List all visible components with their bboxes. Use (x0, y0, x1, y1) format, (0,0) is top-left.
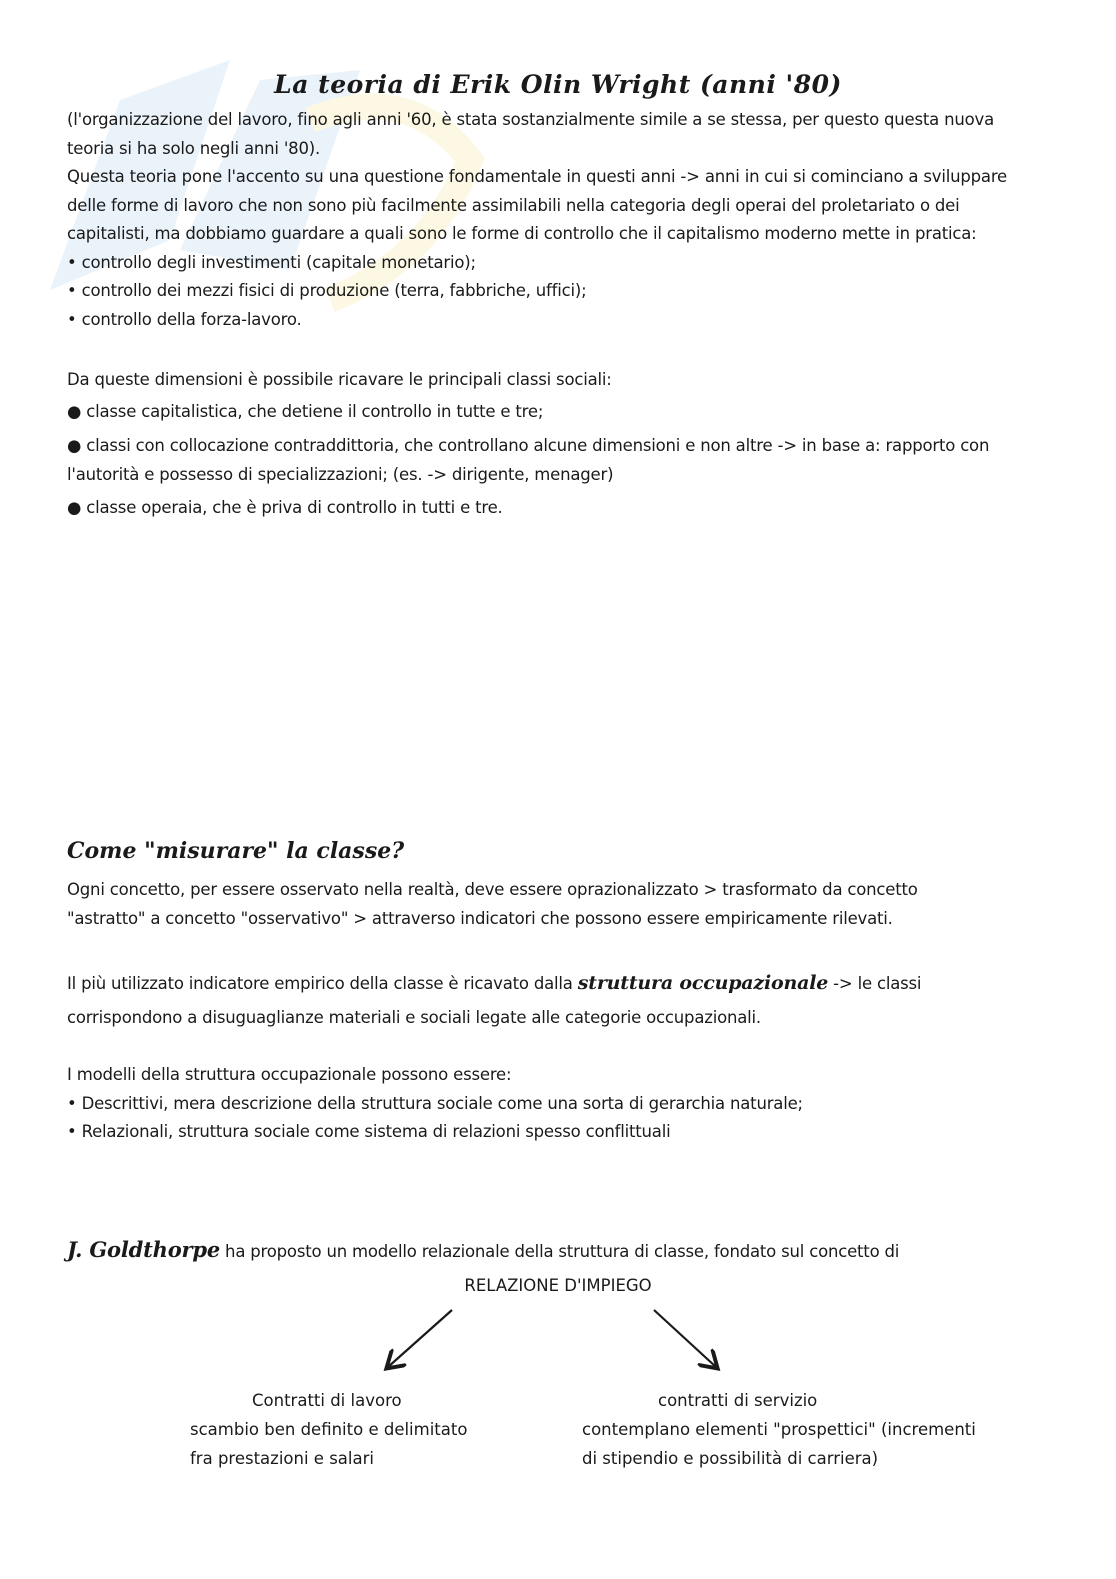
right-branch-line: contemplano elementi "prospettici" (incrementi (582, 1420, 976, 1439)
goldthorpe-paragraph (67, 1236, 1047, 1267)
control-item: • controllo degli investimenti (capitale monetario); (67, 252, 476, 272)
control-item: • controllo dei mezzi fisici di produzione (terra, fabbriche, uffici); (67, 281, 587, 300)
class-list (67, 432, 1047, 489)
page-title: La teoria di Erik Olin Wright (anni '80) (274, 70, 842, 99)
left-branch-line: scambio ben definito e delimitato (190, 1420, 468, 1439)
model-item: • Relazionali, struttura sociale come sistema di relazioni spesso conflittuali (67, 1122, 671, 1141)
author-name: J. Goldthorpe (67, 1237, 221, 1262)
intro-line: Questa teoria pone l'accento su una questione fondamentale in questi anni -> anni in cui si cominciano a sviluppare (67, 167, 1008, 186)
right-arrow-icon (654, 1310, 716, 1367)
indicator-text: Il più utilizzato indicatore empirico della classe è ricavato dalla (67, 974, 578, 993)
relation-label: RELAZIONE D'IMPIEGO (464, 1276, 652, 1295)
goldthorpe-line (67, 1236, 1047, 1267)
right-branch-line: di stipendio e possibilità di carriera) (582, 1449, 879, 1468)
intro-line: (l'organizzazione del lavoro, fino agli anni '60, è stata sostanzialmente simile a se stessa, per questo questa nuova (67, 110, 995, 129)
models-lead: I modelli della struttura occupazionale possono essere: (67, 1065, 512, 1084)
measure-line: Ogni concetto, per essere osservato nella realtà, deve essere oprazionalizzato > trasformato da concetto (67, 880, 918, 899)
control-item: • controllo della forza-lavoro. (67, 309, 302, 329)
emphasis-term: struttura occupazionale (577, 972, 829, 994)
classes-lead-text: Da queste dimensioni è possibile ricavare le principali classi sociali: (67, 370, 612, 389)
intro-paragraph (67, 106, 1047, 334)
measure-paragraph (67, 876, 1047, 933)
right-branch-title: contratti di servizio (658, 1391, 818, 1410)
intro-line: teoria si ha solo negli anni '80). (67, 138, 321, 158)
indicator-line: corrispondono a disuguaglianze materiali e sociali legate alle categorie occupazionali. (67, 1008, 761, 1027)
indicator-text: -> le classi (828, 974, 922, 993)
classes-lead (67, 366, 1047, 395)
right-branch (582, 1386, 1012, 1473)
left-branch-line: fra prestazioni e salari (190, 1449, 374, 1468)
section-heading: Come "misurare" la classe? (67, 838, 405, 864)
goldthorpe-text: ha proposto un modello relazionale della struttura di classe, fondato sul concetto di (220, 1242, 900, 1261)
class-item: ● classi con collocazione contraddittoria, che controllano alcune dimensioni e non altre -> in base a: rapporto con (67, 436, 990, 455)
left-branch-title: Contratti di lavoro (252, 1391, 402, 1410)
left-arrow-icon (388, 1310, 452, 1367)
intro-line: capitalisti, ma dobbiamo guardare a quali sono le forme di controllo che il capitalismo moderno mette in pratica: (67, 224, 977, 243)
model-item: • Descrittivi, mera descrizione della struttura sociale come una sorta di gerarchia naturale; (67, 1093, 803, 1113)
models-paragraph (67, 1061, 1047, 1147)
intro-line: delle forme di lavoro che non sono più facilmente assimilabili nella categoria degli operai del proletariato o dei (67, 195, 960, 215)
indicator-line (67, 966, 1047, 1001)
measure-line: "astratto" a concetto "osservativo" > attraverso indicatori che possono essere empiricamente rilevati. (67, 908, 893, 928)
class-item: ● classe capitalistica, che detiene il controllo in tutte e tre; (67, 402, 544, 421)
indicator-paragraph (67, 966, 1047, 1035)
class-list (67, 398, 1047, 427)
left-branch (190, 1386, 490, 1473)
class-list (67, 494, 1047, 523)
class-item: ● classe operaia, che è priva di controllo in tutti e tre. (67, 498, 503, 517)
class-item: l'autorità e possesso di specializzazioni; (es. -> dirigente, menager) (67, 464, 614, 484)
